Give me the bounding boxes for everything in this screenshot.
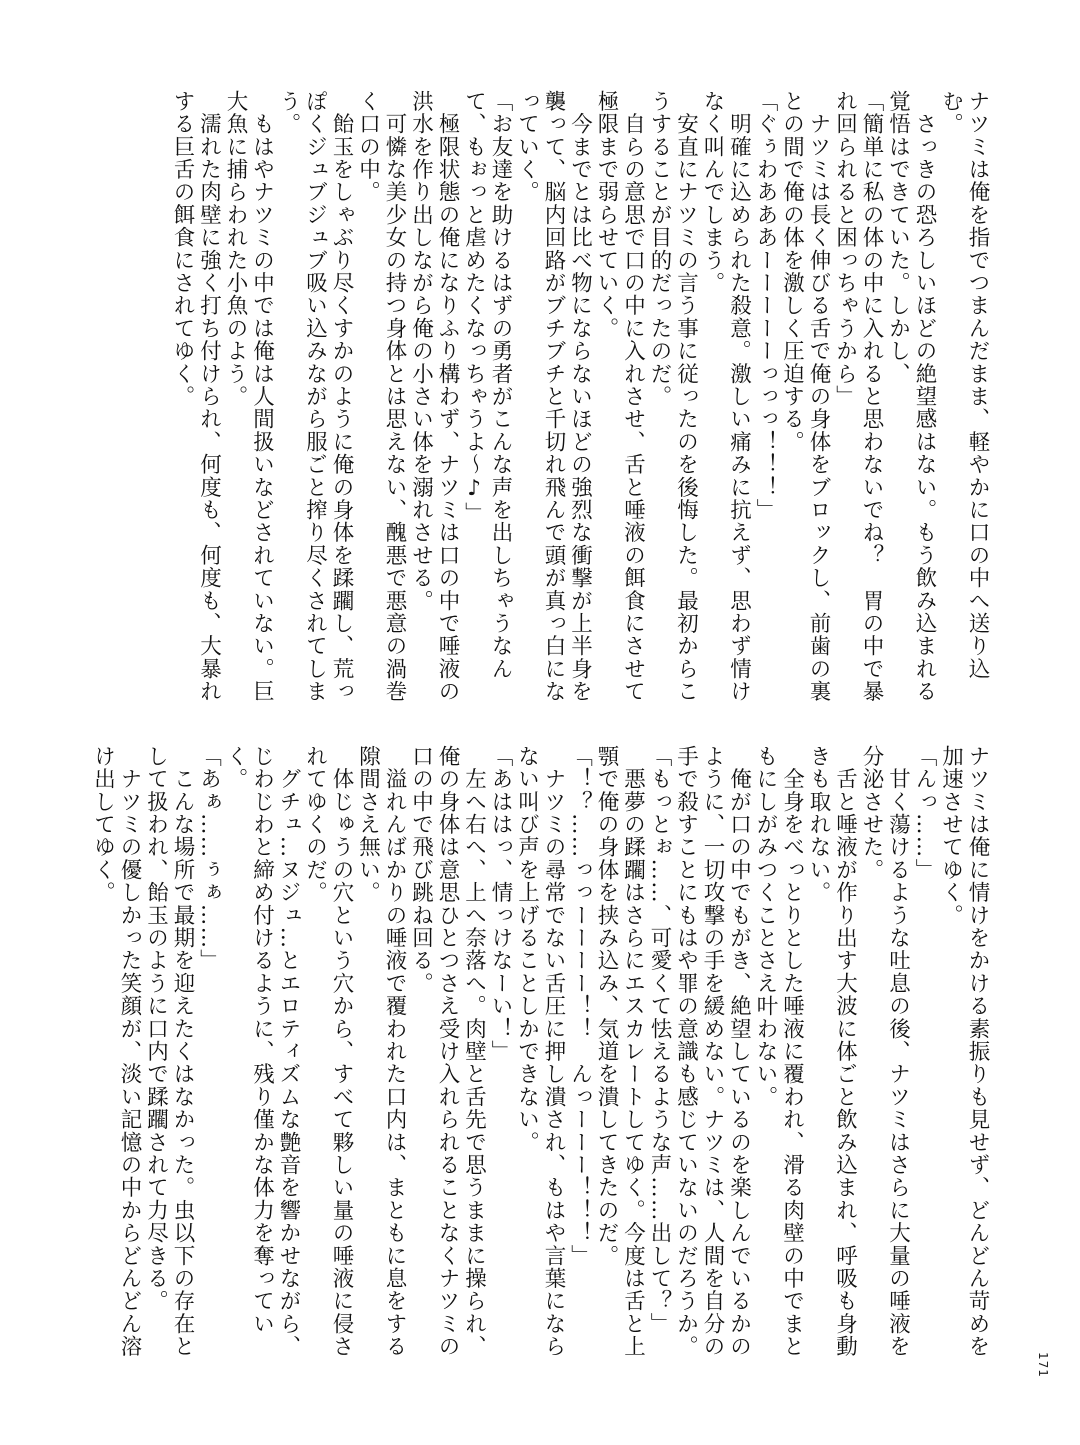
upper-body-text: ナツミは俺を指でつまんだまま、軽やかに口の中へ送り込む。 さっきの恐ろしいほどの絶望感はない。もう飲み込まれる覚悟はできていた。しかし、 「簡単に私の体の中に入れると思わないでね？ 胃の中で暴れ回られると困っちゃうから」 ナツミは長く伸びる舌で俺の身体をブロックし、前歯の裏との間で俺の体を激しく圧迫する。 「ぐぅわあああーーーーーっっっ！！！」 明確に込められた殺意。激しい痛みに抗えず、思わず情けなく叫んでしまう。 安直にナツミの言う事に従ったのを後悔した。最初からこうすることが目的だったのだ。 自らの意思で口の中に入れさせ、舌と唾液の餌食にさせて極限まで弱らせていく。 今までとは比べ物にならないほどの強烈な衝撃が上半身を襲って、脳内回路がブチブチと千切れ飛んで頭が真っ白になっていく。 「お友達を助けるはずの勇者がこんな声を出しちゃうなんて、もぉっと虐めたくなっちゃうよ〜♪」 極限状態の俺になりふり構わず、ナツミは口の中で唾液の洪水を作り出しながら俺の小さい体を溺れさせる。 可憐な美少女の持つ身体とは思えない、醜悪で悪意の渦巻く口の中。 飴玉をしゃぶり尽くすかのように俺の身体を蹂躙し、荒っぽくジュブジュブ吸い込みながら服ごと搾り尽くされてしまう。 もはやナツミの中では俺は人間扱いなどされていない。巨大魚に捕らわれた小魚のよう。 濡れた肉壁に強く打ち付けられ、何度も、何度も、大暴れする巨舌の餌食にされてゆく。 bbox=[170, 90, 990, 703]
upper-text-block bbox=[140, 90, 990, 715]
page-number: 171 bbox=[1036, 1352, 1050, 1378]
lower-text-block bbox=[90, 745, 990, 1370]
lower-body-text: ナツミは俺に情けをかける素振りも見せず、どんどん苛めを加速させてゆく。 「んっ……」 甘く蕩けるような吐息の後、ナツミはさらに大量の唾液を分泌させた。 舌と唾液が作り出す大波に体ごと飲み込まれ、呼吸も身動きも取れない。 全身をべっとりとした唾液に覆われ、滑る肉壁の中でまともにしがみつくことさえ叶わない。 俺が口の中でもがき、絶望しているのを楽しんでいるかのように、一切攻撃の手を緩めない。ナツミは、人間を自分の手で殺すことにもはや罪の意識も感じていないのだろうか。 「もっとぉ……、可愛くて怯えるような声……出して？」 悪夢の蹂躙はさらにエスカレートしてゆく。今度は舌と上顎で俺の身体を挟み込み、気道を潰してきたのだ。 「！？……っっーーーー！！ んっーーー！！！」 ナツミの尋常でない舌圧に押し潰され、もはや言葉にならない叫び声を上げることしかできない。 「あははっ、情っけなーい！」 左へ右へ、上へ奈落へ。肉壁と舌先で思うままに操られ、俺の身体は意思ひとつさえ受け入れられることなくナツミの口の中で飛び跳ね回る。 溢れんばかりの唾液で覆われた口内は、まともに息をする隙間さえ無い。 体じゅうの穴という穴から、すべて夥しい量の唾液に侵されてゆくのだ。 グチュ…ヌジュ…とエロティズムな艶音を響かせながら、じわじわと締め付けるように、残り僅かな体力を奪っていく。 「あぁ……ぅぁ……」 こんな場所で最期を迎えたくはなかった。虫以下の存在として扱われ、飴玉のように口内で蹂躙されて力尽きる。 ナツミの優しかった笑顔が、淡い記憶の中からどんどん溶け出してゆく。 bbox=[90, 745, 990, 1358]
